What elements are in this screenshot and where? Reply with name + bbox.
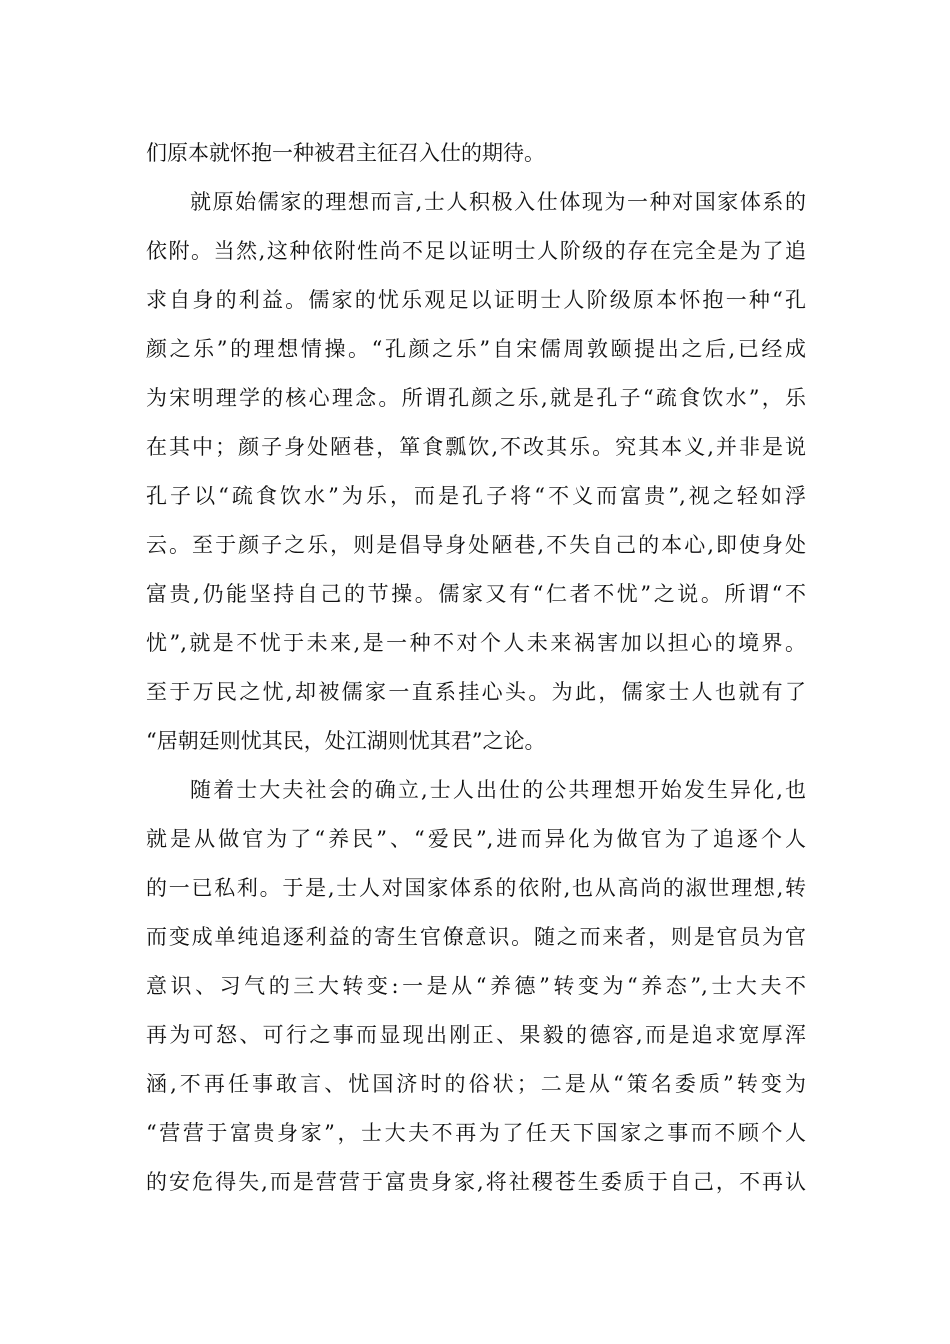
text-line: 而变成单纯追逐利益的寄生官僚意识。随之而来者，则是官员为官 (146, 925, 806, 949)
text-line: 求自身的利益。儒家的忧乐观足以证明士人阶级原本怀抱一种“孔 (146, 288, 806, 312)
text-line: 富贵,仍能坚持自己的节操。儒家又有“仁者不忧”之说。所谓“不 (146, 582, 806, 606)
text-line: “居朝廷则忧其民，处江湖则忧其君”之论。 (146, 729, 546, 753)
text-line: 就原始儒家的理想而言,士人积极入仕体现为一种对国家体系的 (190, 190, 806, 214)
text-line: 就是从做官为了“养民”、“爱民”,进而异化为做官为了追逐个人 (146, 827, 806, 851)
text-line: 在其中；颜子身处陋巷，箪食瓢饮,不改其乐。究其本义,并非是说 (146, 435, 806, 459)
text-line: 的一已私利。于是,士人对国家体系的依附,也从高尚的淑世理想,转 (146, 876, 806, 900)
text-line: 至于万民之忧,却被儒家一直系挂心头。为此，儒家士人也就有了 (146, 680, 806, 704)
text-line: 意识、习气的三大转变:一是从“养德”转变为“养态”,士大夫不 (146, 974, 806, 998)
text-line: 随着士大夫社会的确立,士人出仕的公共理想开始发生异化,也 (190, 778, 806, 802)
text-line: 们原本就怀抱一种被君主征召入仕的期待。 (146, 141, 545, 165)
text-line: 孔子以“疏食饮水”为乐，而是孔子将“不义而富贵”,视之轻如浮 (146, 484, 806, 508)
text-line: 云。至于颜子之乐，则是倡导身处陋巷,不失自己的本心,即使身处 (146, 533, 806, 557)
text-line: 为宋明理学的核心理念。所谓孔颜之乐,就是孔子“疏食饮水”，乐 (146, 386, 806, 410)
text-line: 颜之乐”的理想情操。“孔颜之乐”自宋儒周敦颐提出之后,已经成 (146, 337, 806, 361)
text-line: “营营于富贵身家”，士大夫不再为了任天下国家之事而不顾个人 (146, 1121, 806, 1145)
text-line: 忧”,就是不忧于未来,是一种不对个人未来祸害加以担心的境界。 (146, 631, 806, 655)
text-line: 的安危得失,而是营营于富贵身家,将社稷苍生委质于自己，不再认 (146, 1170, 806, 1194)
text-line: 依附。当然,这种依附性尚不足以证明士人阶级的存在完全是为了追 (146, 239, 806, 263)
text-line: 再为可怒、可行之事而显现出刚正、果毅的德容,而是追求宽厚浑 (146, 1023, 806, 1047)
text-line: 涵,不再任事敢言、忧国济时的俗状；二是从“策名委质”转变为 (146, 1072, 806, 1096)
